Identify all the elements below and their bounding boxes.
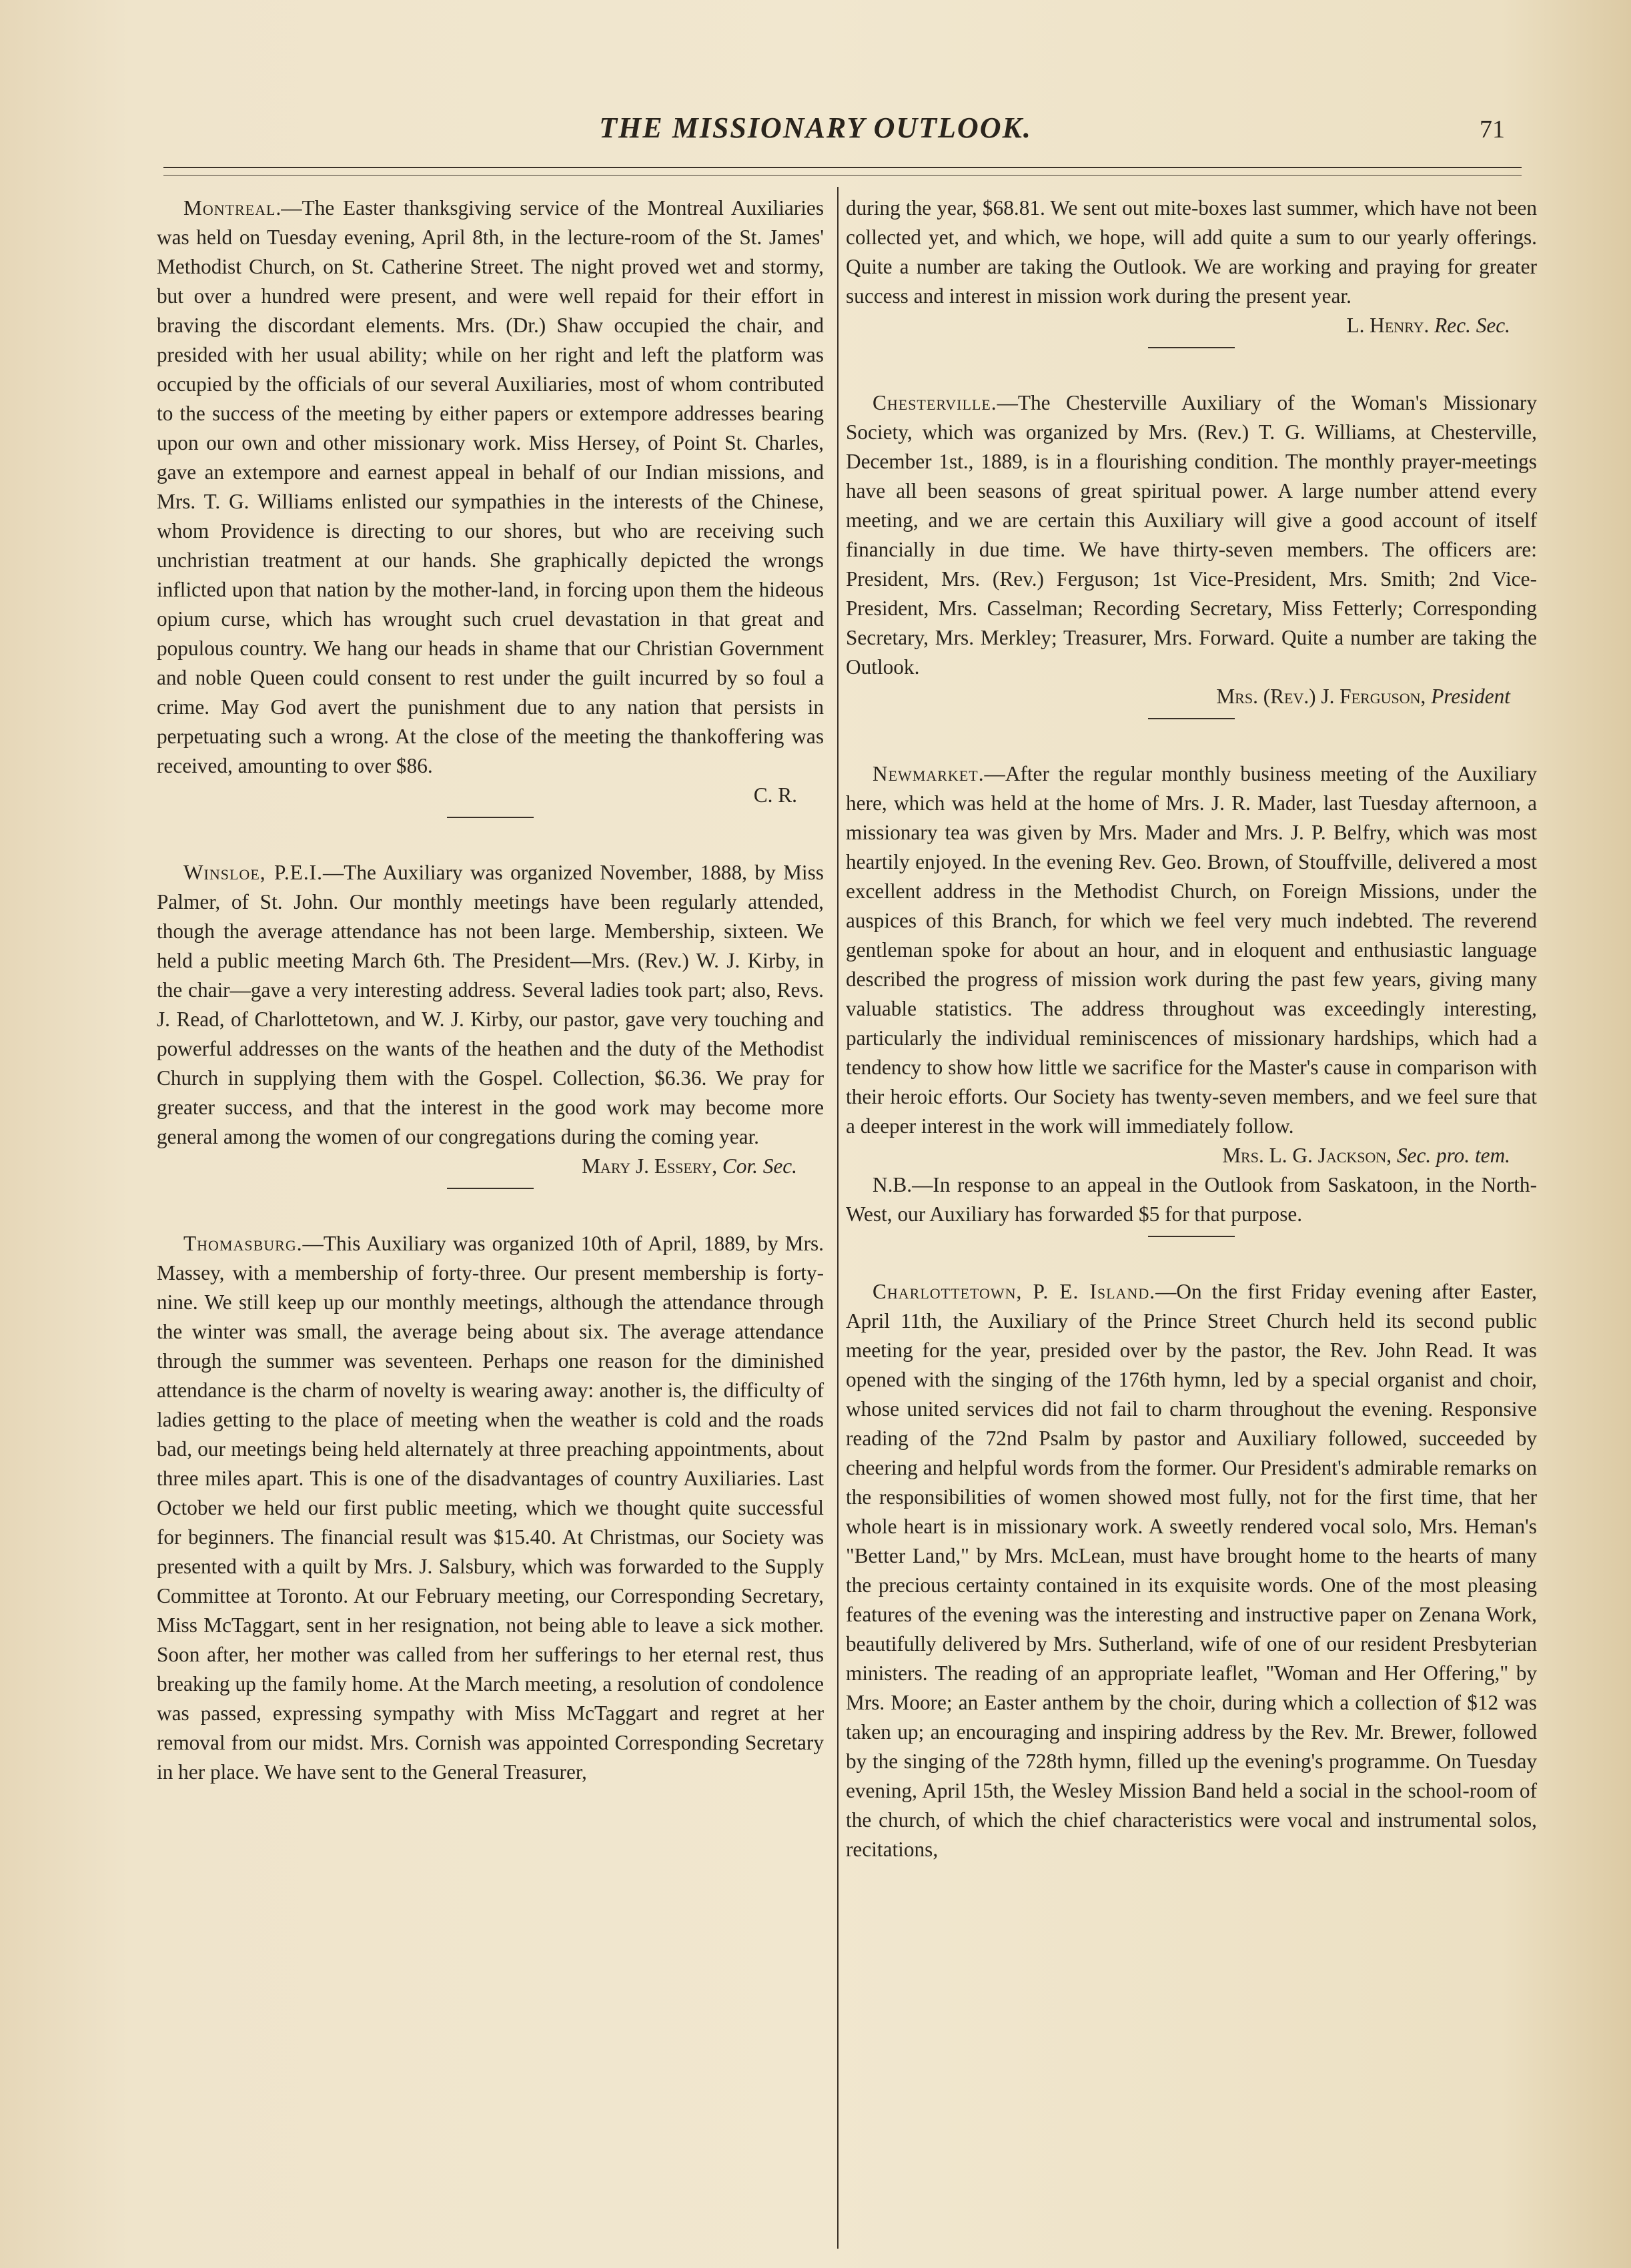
signature-title: President <box>1431 685 1510 708</box>
right-column <box>846 194 1537 1864</box>
article-lead: Newmarket. <box>873 762 985 785</box>
article-newmarket <box>846 759 1537 1229</box>
article-separator <box>1148 718 1235 719</box>
article-note: N.B.—In response to an appeal in the Outlook from Saskatoon, in the North-West, our Auxiliary has forwarded $5 for that purpose. <box>846 1173 1537 1226</box>
signature-name: L. Henry. <box>1346 314 1430 337</box>
article-paragraph <box>157 858 824 1152</box>
article-body: —This Auxiliary was organized 10th of April, 1889, by Mrs. Massey, with a membership of forty-three. Our present membership is forty-nine. We still keep up our monthly meetings, although the attendance through the winter was small, the average being about six. The average attendance through the summer was seventeen. Perhaps one reason for the diminished attendance is the charm of novelty is wearing away: another is, the difficulty of ladies getting to the place of meeting when the weather is cold and the roads bad, our meetings being held alternately at three preaching appointments, about three miles apart. This is one of the disadvantages of country Auxiliaries. Last October we held our first public meeting, which we thought quite successful for beginners. The financial result was $15.40. At Christmas, our Society was presented with a quilt by Mrs. J. Salsbury, which was forwarded to the Supply Committee at Toronto. At our February meeting, our Corresponding Secretary, Miss McTaggart, sent in her resignation, not being able to leave a sick mother. Soon after, her mother was called from her sufferings to her eternal rest, thus breaking up the family home. At the March meeting, a resolution of condolence was passed, expressing sympathy with Miss McTaggart and regret at her removal from our midst. Mrs. Cornish was appointed Corresponding Secretary in her place. We have sent to the General Treasurer, <box>157 1232 824 1784</box>
signature-title: Rec. Sec. <box>1434 314 1510 337</box>
article-lead: Montreal <box>183 196 276 220</box>
article-paragraph <box>157 194 824 781</box>
article-body: —The Auxiliary was organized November, 1888, by Miss Palmer, of St. John. Our monthly meetings have been regularly attended, though the average attendance has not been large. Membership, sixteen. We held a public meeting March 6th. The President—Mrs. (Rev.) W. J. Kirby, in the chair—gave a very interesting address. Several ladies took part; also, Revs. J. Read, of Charlottetown, and W. J. Kirby, our pastor, gave very touching and powerful addresses on the wants of the heathen and the duty of the Methodist Church in supplying them with the Gospel. Collection, $6.36. We pray for greater success, and that the interest in the good work may become more general among the women of our congregations during the coming year. <box>157 861 824 1148</box>
article-separator <box>447 1188 534 1189</box>
signature-name: Mrs. L. G. Jackson, <box>1222 1144 1392 1167</box>
article-thomasburg-continued <box>846 194 1537 340</box>
article-signature <box>846 311 1537 340</box>
article-lead: Chesterville. <box>873 391 997 414</box>
article-separator <box>447 817 534 818</box>
article-paragraph <box>846 388 1537 682</box>
signature-name: Mrs. (Rev.) J. Ferguson, <box>1216 685 1426 708</box>
page-title: THE MISSIONARY OUTLOOK. <box>599 111 1032 144</box>
article-charlottetown <box>846 1277 1537 1864</box>
article-paragraph <box>157 1229 824 1787</box>
signature-name: Mary J. Essery, <box>582 1154 718 1178</box>
article-body: during the year, $68.81. We sent out mite-boxes last summer, which have not been collected yet, and which, we hope, will add quite a sum to our yearly offerings. Quite a number are taking the Outlook. We are working and praying for greater success and interest in mission work during the present year. <box>846 196 1537 308</box>
article-body: .—The Easter thanksgiving service of the Montreal Auxiliaries was held on Tuesday evening, April 8th, in the lecture-room of the St. James' Methodist Church, on St. Catherine Street. The night proved wet and stormy, but over a hundred were present, and were well repaid for their effort in braving the discordant elements. Mrs. (Dr.) Shaw occupied the chair, and presided with her usual ability; while on her right and left the platform was occupied by the officials of our several Auxiliaries, most of whom contributed to the success of the meeting by either papers or extempore addresses bearing upon our own and other missionary work. Miss Hersey, of Point St. Charles, gave an extempore and earnest appeal in behalf of our Indian missions, and Mrs. T. G. Williams enlisted our sympathies in the interests of the Chinese, whom Providence is directing to our shores, but who are receiving such unchristian treatment at our hands. She graphically depicted the wrongs inflicted upon that nation by the mother-land, in forcing upon them the hideous opium curse, which has wrought such cruel devastation in that great and populous country. We hang our heads in shame that our Christian Government and noble Queen could consent to rest under the guilt incurred by so foul a crime. May God avert the punishment due to any nation that persists in perpetuating such a wrong. At the close of the meeting the thankoffering was received, amounting to over $86. <box>157 196 824 777</box>
column-divider <box>837 187 839 2249</box>
article-body: —After the regular monthly business meeting of the Auxiliary here, which was held at the home of Mrs. J. R. Mader, last Tuesday afternoon, a missionary tea was given by Mrs. Mader and Mrs. J. P. Belfry, which was most heartily enjoyed. In the evening Rev. Geo. Brown, of Stouffville, delivered a most excellent address in the Methodist Church, on Foreign Missions, under the auspices of this Branch, for which we feel very much indebted. The reverend gentleman spoke for about an hour, and in eloquent and enthusiastic language described the progress of mission work during the past few years, giving many valuable statistics. The address throughout was exceedingly interesting, particularly the individual reminiscences of missionary hardships, which had a tendency to show how little we sacrifice for the Master's cause in comparison with their heroic efforts. Our Society has twenty-seven members, and we feel sure that a deeper interest in the work will immediately follow. <box>846 762 1537 1138</box>
header-rule <box>163 167 1522 168</box>
article-signature <box>157 1152 824 1181</box>
article-paragraph <box>846 1277 1537 1864</box>
article-body: —The Chesterville Auxiliary of the Woman's Missionary Society, which was organized by Mrs. (Rev.) T. G. Williams, at Chesterville, December 1st., 1889, is in a flourishing condition. The monthly prayer-meetings have all been seasons of great spiritual power. A large number attend every meeting, and we are certain this Auxiliary will give a good account of itself financially in due time. We have thirty-seven members. The officers are: President, Mrs. (Rev.) Ferguson; 1st Vice-President, Mrs. Smith; 2nd Vice-President, Mrs. Casselman; Recording Secretary, Miss Fetterly; Corresponding Secretary, Mrs. Merkley; Treasurer, Mrs. Forward. Quite a number are taking the Outlook. <box>846 391 1537 679</box>
article-lead: Winsloe, P.E.I. <box>183 861 323 884</box>
article-signature: C. R. <box>753 783 797 807</box>
signature-title: Sec. pro. tem. <box>1396 1144 1510 1167</box>
article-montreal <box>157 194 824 810</box>
article-paragraph <box>846 759 1537 1141</box>
article-chesterville <box>846 388 1537 711</box>
page-number: 71 <box>1480 115 1505 143</box>
article-separator <box>1148 347 1235 348</box>
article-winsloe <box>157 858 824 1181</box>
article-signature <box>846 1141 1537 1170</box>
signature-title: Cor. Sec. <box>722 1154 797 1178</box>
article-lead: Thomasburg. <box>183 1232 303 1255</box>
article-thomasburg <box>157 1229 824 1787</box>
left-column <box>157 194 824 1787</box>
article-lead: Charlottetown, P. E. Island. <box>873 1280 1156 1303</box>
article-separator <box>1148 1236 1235 1237</box>
article-body: —On the first Friday evening after Easter, April 11th, the Auxiliary of the Prince Street Church held its second public meeting for the year, presided over by the pastor, the Rev. John Read. It was opened with the singing of the 176th hymn, led by a special organist and choir, whose united services did not fail to charm throughout the evening. Responsive reading of the 72nd Psalm by pastor and Auxiliary followed, succeeded by cheering and helpful words from the former. Our President's admirable remarks on the responsibilities of women showed most fully, not for the first time, that her whole heart is in missionary work. A sweetly rendered vocal solo, Mrs. Heman's "Better Land," by Mrs. McLean, must have brought home to the hearts of many the precious certainty contained in its exquisite words. One of the most pleasing features of the evening was the interesting and instructive paper on Zenana Work, beautifully delivered by Mrs. Sutherland, wife of one of our resident Presbyterian ministers. The reading of an appropriate leaflet, "Woman and Her Offering," by Mrs. Moore; an Easter anthem by the choir, during which a collection of $12 was taken up; an encouraging and inspiring address by the Rev. Mr. Brewer, followed by the singing of the 728th hymn, filled up the evening's programme. On Tuesday evening, April 15th, the Wesley Mission Band held a social in the school-room of the church, of which the chief characteristics were vocal and instrumental solos, recitations, <box>846 1280 1537 1861</box>
article-signature <box>846 682 1537 711</box>
